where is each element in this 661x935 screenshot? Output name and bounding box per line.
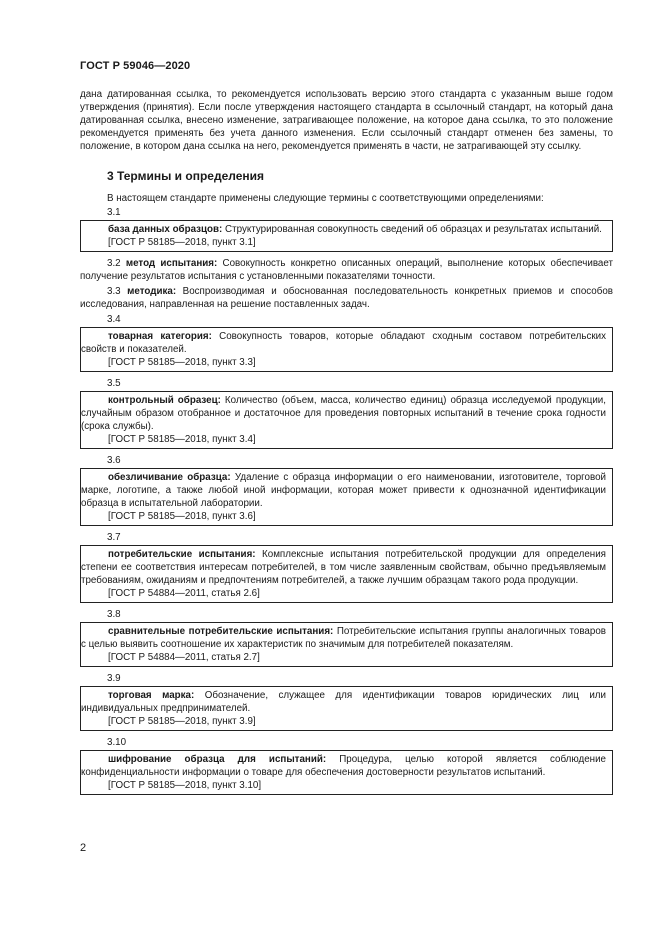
term-box [80, 327, 613, 372]
term-name: потребительские испытания: [108, 549, 256, 560]
term-number: 3.2 [107, 258, 121, 269]
term-definition-paragraph [81, 471, 606, 510]
page-number: 2 [80, 842, 87, 854]
document-header: ГОСТ Р 59046—2020 [80, 60, 191, 72]
term-definition: Комплексные испытания потребительской продукции для определения степени ее соответствия интересам потребителей, в том числе заявленным свойствам, обычно предъявляемым требованиям, ожиданиям и предпочтениям потребителей, а также лучшим образцам такого рода продукции. [81, 549, 606, 586]
term-definition-paragraph [81, 330, 606, 356]
term-definition-paragraph [81, 548, 606, 587]
term-number: 3.10 [107, 737, 127, 748]
term-number: 3.9 [107, 673, 121, 684]
term-definition-paragraph [81, 625, 606, 651]
section-title: 3 Термины и определения [107, 169, 265, 183]
term-name: сравнительные потребительские испытания: [108, 626, 334, 637]
term-definition: Обозначение, служащее для идентификации товаров юридических лиц или индивидуальных предпринимателей. [81, 690, 606, 714]
term-definition-paragraph [81, 689, 606, 715]
section-lead: В настоящем стандарте применены следующие термины с соответствующими определениями: [107, 193, 544, 204]
term-definition: Процедура, целью которой является соблюдение конфиденциальности информации о товаре для обеспечения достоверности результатов испытаний. [81, 754, 606, 778]
term-reference: [ГОСТ Р 58185—2018, пункт 3.4] [108, 434, 256, 445]
page-content [80, 88, 613, 800]
term-name: шифрование образца для испытаний: [108, 754, 327, 765]
term-box [80, 391, 613, 449]
term-number: 3.1 [107, 207, 121, 218]
term-name: контрольный образец: [108, 395, 221, 406]
term-name: метод испытания: [125, 258, 218, 269]
term-definition: Совокупность конкретно описанных операций, выполнение которых обеспечивает получение результатов испытания с установленными показателями точности. [80, 258, 613, 282]
term-definition: Удаление с образца информации о его наименовании, изготовителе, торговой марке, логотипе, а также любой иной информации, которая может привести к однозначной идентификации образца в испытательной лаборатории. [81, 472, 606, 509]
term-reference: [ГОСТ Р 58185—2018, пункт 3.1] [108, 237, 256, 248]
term-name: торговая марка: [108, 690, 195, 701]
term-number: 3.8 [107, 609, 121, 620]
term-number: 3.5 [107, 378, 121, 389]
term-name: методика: [127, 286, 177, 297]
term-name: товарная категория: [108, 331, 212, 342]
term-number: 3.6 [107, 455, 121, 466]
term-definition: Потребительские испытания группы аналогичных товаров с целью выявить соотношение их характеристик по значимым для потребителей показателям. [81, 626, 606, 650]
term-name: обезличивание образца: [108, 472, 231, 483]
term-definition-paragraph [81, 753, 606, 779]
term-definition: Структурированная совокупность сведений об образцах и результатах испытаний. [222, 224, 602, 235]
term-box [80, 545, 613, 603]
term-inline [80, 285, 613, 311]
term-reference: [ГОСТ Р 54884—2011, статья 2.6] [108, 588, 260, 599]
term-reference: [ГОСТ Р 58185—2018, пункт 3.6] [108, 511, 256, 522]
term-box [80, 686, 613, 731]
term-inline [80, 257, 613, 283]
term-definition: Совокупность товаров, которые обладают сходным составом потребительских свойств и показателей. [81, 331, 606, 355]
term-number: 3.4 [107, 314, 121, 325]
term-definition-paragraph [81, 223, 606, 236]
term-definition-paragraph [81, 394, 606, 433]
term-number: 3.3 [107, 286, 121, 297]
term-box [80, 468, 613, 526]
term-definition: Воспроизводимая и обоснованная последовательность конкретных приемов и способов исследования, направленная на решение поставленных задач. [80, 286, 613, 310]
intro-paragraph: дана датированная ссылка, то рекомендуется использовать версию этого стандарта с указанным выше годом утверждения (принятия). Если после утверждения настоящего стандарта в ссылочный стандарт, на который дана датированная ссылка, внесено изменение, затрагивающее положение, на которое дана ссылка, то это положение рекомендуется применять без учета данного изменения. Если ссылочный стандарт отменен без замены, то положение, в котором дана ссылка на него, рекомендуется применять в части, не затрагивающей эту ссылку. [80, 89, 613, 152]
term-number: 3.7 [107, 532, 121, 543]
term-definition: Количество (объем, масса, количество единиц) образца исследуемой продукции, случайным образом отобранное и достаточное для проведения повторных испытаний в течение срока годности (срока службы). [81, 395, 606, 432]
term-reference: [ГОСТ Р 58185—2018, пункт 3.10] [108, 780, 262, 791]
term-reference: [ГОСТ Р 58185—2018, пункт 3.3] [108, 357, 256, 368]
term-reference: [ГОСТ Р 54884—2011, статья 2.7] [108, 652, 260, 663]
term-name: база данных образцов: [108, 224, 223, 235]
term-box [80, 622, 613, 667]
term-reference: [ГОСТ Р 58185—2018, пункт 3.9] [108, 716, 256, 727]
term-box [80, 750, 613, 795]
term-box [80, 220, 613, 252]
